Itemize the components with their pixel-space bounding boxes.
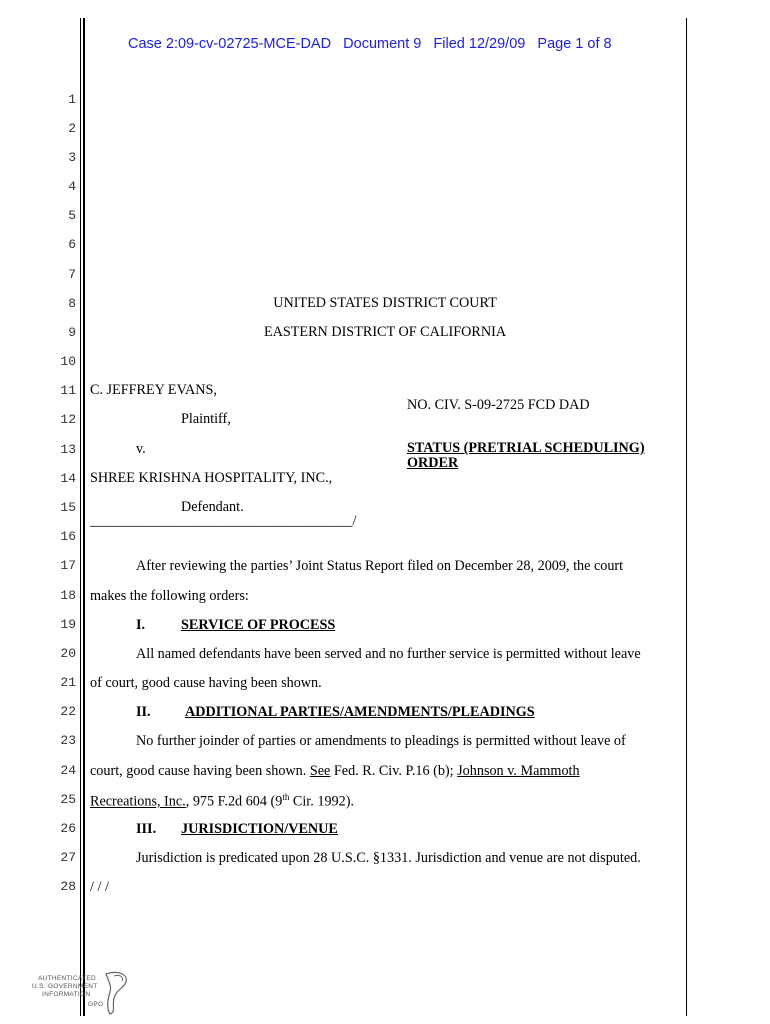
intro-line1: After reviewing the parties’ Joint Status Report filed on December 28, 2009, the court (136, 558, 624, 574)
seal-line3: INFORMATION (42, 991, 91, 998)
superscript: th (282, 792, 290, 802)
line-number: 4 (68, 179, 76, 194)
section2-line1: No further joinder of parties or amendments to pleadings is permitted without leave of (136, 733, 626, 749)
case-citation: Johnson v. Mammoth (457, 763, 580, 779)
line-number: 23 (60, 733, 76, 748)
caption-rule: _____________________________________/ (90, 513, 357, 529)
eagle-seal-icon (30, 968, 140, 1016)
line-number: 8 (68, 296, 76, 311)
line-number: 19 (60, 617, 76, 632)
line-number: 22 (60, 704, 76, 719)
section1-line2: of court, good cause having been shown. (90, 675, 322, 691)
order-title-line1: STATUS (PRETRIAL SCHEDULING) (407, 440, 645, 456)
case-citation: Recreations, Inc. (90, 793, 186, 810)
line-number: 2 (68, 121, 76, 136)
left-margin-rule-inner (83, 18, 85, 1016)
line-number: 9 (68, 325, 76, 340)
case-header: Case 2:09-cv-02725-MCE-DAD Document 9 Filed 12/29/09 Page 1 of 8 (128, 36, 612, 52)
line-number: 12 (60, 412, 76, 427)
line-number: 20 (60, 646, 76, 661)
line-number: 6 (68, 237, 76, 252)
order-title-line2: ORDER (407, 455, 459, 471)
line-number: 13 (60, 442, 76, 457)
line-number: 7 (68, 267, 76, 282)
case-number: NO. CIV. S-09-2725 FCD DAD (407, 397, 590, 413)
section2-number: II. (136, 704, 151, 720)
text-run: court, good cause having been shown. (90, 763, 310, 779)
line-number: 5 (68, 208, 76, 223)
text-run: Fed. R. Civ. P.16 (b); (330, 763, 458, 779)
line-number: 25 (60, 792, 76, 807)
line-number: 14 (60, 471, 76, 486)
line-number: 27 (60, 850, 76, 865)
defendant-name: SHREE KRISHNA HOSPITALITY, INC., (90, 470, 333, 486)
continuation-marks: / / / (90, 879, 109, 895)
section3-number: III. (136, 821, 157, 837)
line-number: 10 (60, 354, 76, 369)
defendant-role: Defendant. (181, 499, 244, 515)
section1-title: SERVICE OF PROCESS (181, 617, 336, 633)
seal-line4: GPO (88, 1001, 104, 1008)
gpo-authentication-seal (30, 968, 140, 1016)
versus: v. (136, 441, 146, 457)
seal-line1: AUTHENTICATED (38, 975, 96, 982)
line-number: 11 (60, 383, 76, 398)
text-run: , 975 F.2d 604 (9 (185, 793, 283, 810)
section3-line1: Jurisdiction is predicated upon 28 U.S.C. §1331. Jurisdiction and venue are not disputed. (136, 850, 641, 866)
line-number: 1 (68, 92, 76, 107)
line-number: 24 (60, 763, 76, 778)
line-number: 21 (60, 675, 76, 690)
line-number: 16 (60, 529, 76, 544)
intro-line2: makes the following orders: (90, 588, 249, 604)
section1-line1: All named defendants have been served and no further service is permitted without leave (136, 646, 641, 662)
court-name: UNITED STATES DISTRICT COURT (273, 295, 497, 311)
section2-line3 (90, 792, 354, 811)
text-run: Cir. 1992). (289, 793, 354, 810)
line-number: 17 (60, 558, 76, 573)
line-number: 3 (68, 150, 76, 165)
seal-line2: U.S. GOVERNMENT (32, 983, 98, 990)
line-number: 15 (60, 500, 76, 515)
section2-line2 (90, 763, 580, 780)
line-number: 18 (60, 588, 76, 603)
plaintiff-role: Plaintiff, (181, 411, 231, 427)
section3-title: JURISDICTION/VENUE (181, 821, 338, 837)
citation-signal: See (309, 763, 331, 779)
line-number: 26 (60, 821, 76, 836)
line-number: 28 (60, 879, 76, 894)
section1-number: I. (136, 617, 146, 633)
section2-title: ADDITIONAL PARTIES/AMENDMENTS/PLEADINGS (185, 704, 535, 720)
right-margin-rule (686, 18, 687, 1016)
left-margin-rule-outer (80, 18, 81, 1016)
plaintiff-name: C. JEFFREY EVANS, (90, 382, 217, 398)
court-district: EASTERN DISTRICT OF CALIFORNIA (263, 324, 507, 340)
